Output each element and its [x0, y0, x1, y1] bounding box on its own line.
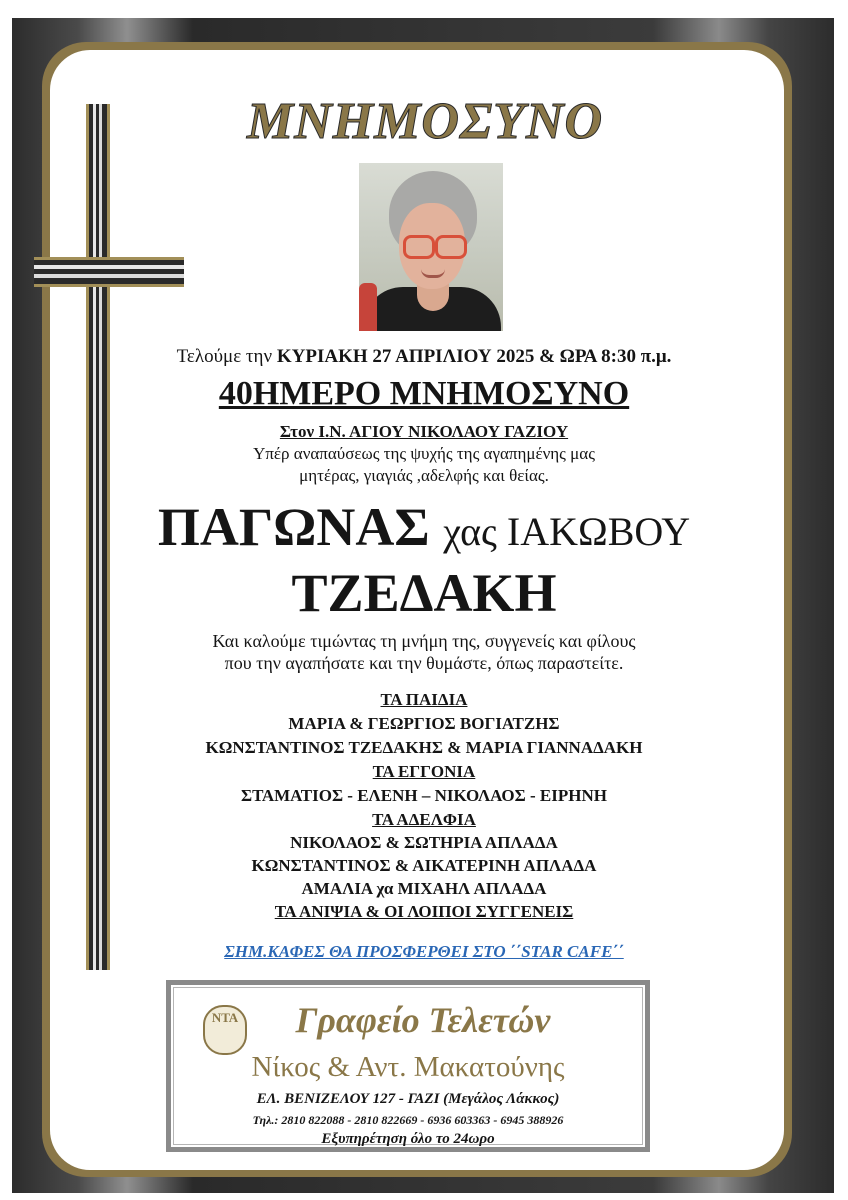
invitation-line-1: Και καλούμε τιμώντας τη μνήμη της, συγγενείς και φίλους — [212, 631, 636, 651]
deceased-surname: ΤΖΕΔΑΚΗ — [291, 563, 557, 623]
family-header-relatives: ΤΑ ΑΝΙΨΙΑ & ΟΙ ΛΟΙΠΟΙ ΣΥΓΓΕΝΕΙΣ — [274, 902, 574, 921]
family-header-siblings: ΤΑ ΑΔΕΛΦΙΑ — [372, 810, 476, 829]
family-line: ΝΙΚΟΛΑΟΣ & ΣΩΤΗΡΙΑ ΑΠΛΑΔΑ — [290, 833, 558, 852]
funeral-home-logo-icon: ΝΤΑ — [203, 1005, 247, 1055]
memorial-type: 40ΗΜΕΡΟ ΜΝΗΜΟΣΥΝΟ — [218, 375, 630, 412]
family-line: ΚΩΝΣΤΑΝΤΙΝΟΣ & ΑΙΚΑΤΕΡΙΝΗ ΑΠΛΑΔΑ — [251, 856, 597, 875]
deceased-name-line — [90, 496, 758, 558]
funeral-home-box — [166, 980, 650, 1152]
deceased-first-name: ΠΑΓΩΝΑΣ — [157, 497, 430, 557]
portrait-photo — [359, 163, 503, 331]
date-prefix: Τελούμε την — [176, 346, 273, 367]
prayer-line-2: μητέρας, γιαγιάς ,αδελφής και θείας. — [299, 466, 549, 485]
date-line — [90, 346, 758, 368]
deceased-widow-of: χας ΙΑΚΩΒΟΥ — [443, 509, 691, 554]
cross-icon-horizontal — [34, 257, 184, 287]
family-header-grandchildren: ΤΑ ΕΓΓΟΝΙΑ — [372, 762, 476, 781]
prayer-line-1: Υπέρ αναπαύσεως της ψυχής της αγαπημένης μας — [253, 444, 595, 463]
family-line: ΣΤΑΜΑΤΙΟΣ - ΕΛΕΝΗ – ΝΙΚΟΛΑΟΣ - ΕΙΡΗΝΗ — [241, 786, 607, 805]
funeral-home-hours: Εξυπηρέτηση όλο το 24ωρο — [321, 1131, 495, 1147]
funeral-home-address: ΕΛ. ΒΕΝΙΖΕΛΟΥ 127 - ΓΑΖΙ (Μεγάλος Λάκκος) — [256, 1091, 560, 1107]
page-title: ΜΝΗΜΟΣΥΝΟ — [246, 93, 604, 150]
family-header-children: ΤΑ ΠΑΙΔΙΑ — [380, 690, 468, 709]
coffee-note: ΣΗΜ.ΚΑΦΕΣ ΘΑ ΠΡΟΣΦΕΡΘΕΙ ΣΤΟ ΄΄STAR CAFE΄΄ — [224, 942, 624, 961]
family-line: ΑΜΑΛΙΑ χα ΜΙΧΑΗΛ ΑΠΛΑΔΑ — [301, 879, 547, 898]
funeral-home-title: Γραφείο Τελετών — [295, 1000, 551, 1040]
family-line: ΜΑΡΙΑ & ΓΕΩΡΓΙΟΣ ΒΟΓΙΑΤΖΗΣ — [288, 714, 560, 733]
funeral-home-phones: Τηλ.: 2810 822088 - 2810 822669 - 6936 603363 - 6945 388926 — [252, 1113, 564, 1127]
family-line: ΚΩΝΣΤΑΝΤΙΝΟΣ ΤΖΕΔΑΚΗΣ & ΜΑΡΙΑ ΓΙΑΝΝΑΔΑΚΗ — [205, 738, 643, 757]
invitation-line-2: που την αγαπήσατε και την θυμάστε, όπως παραστείτε. — [224, 653, 624, 673]
church-name: Στον Ι.Ν. ΑΓΙΟΥ ΝΙΚΟΛΑΟΥ ΓΑΖΙΟΥ — [279, 422, 569, 441]
date-bold: ΚΥΡΙΑΚΗ 27 ΑΠΡΙΛΙΟΥ 2025 & ΩΡΑ 8:30 π.μ. — [276, 346, 672, 367]
funeral-home-owners: Νίκος & Αντ. Μακατούνης — [251, 1051, 565, 1083]
